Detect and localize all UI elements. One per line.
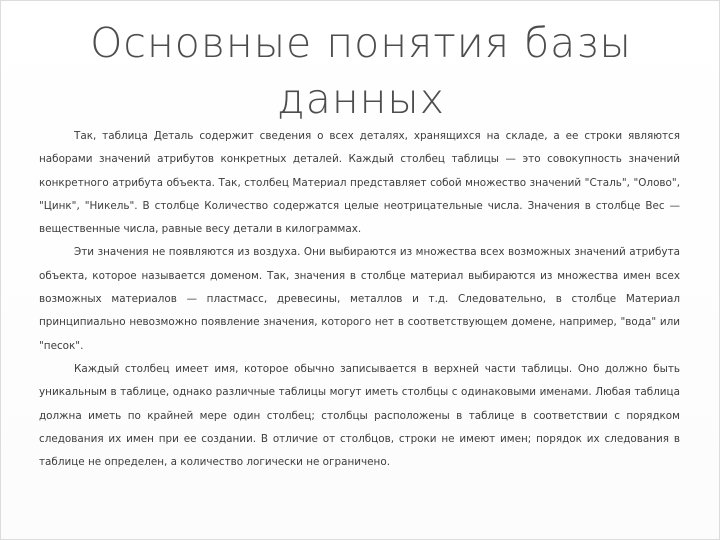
paragraph-2: Эти значения не появляются из воздуха. Они выбираются из множества всех возможных значений атрибута объекта, которое называется доменом. Так, значения в столбце материал выбираются из множества имен всех возможных материалов — пластмасс, древесины, металлов и т.д. Следовательно, в столбце Материал принципиально невозможно появление значения, которого нет в соответствующем домене, например, "вода" или "песок". [39,246,680,352]
slide-body [39,125,680,474]
paragraph-1: Так, таблица Деталь содержит сведения о всех деталях, хранящихся на складе, а ее строки являются наборами значений атрибутов конкретных деталей. Каждый столбец таблицы — это совокупность значений конкретного атрибута объекта. Так, столбец Материал представляет собой множество значений "Сталь", "Олово", "Цинк", "Никель". В столбце Количество содержатся целые неотрицательные числа. Значения в столбце Вес — вещественные числа, равные весу детали в килограммах. [39,130,680,236]
slide-title: Основные понятия базы данных [90,19,632,123]
paragraph-3: Каждый столбец имеет имя, которое обычно записывается в верхней части таблицы. Оно должно быть уникальным в таблице, однако различные таблицы могут иметь столбцы с одинаковыми именами. Любая таблица должна иметь по крайней мере один столбец; столбцы расположены в таблице в соответствии с порядком следования их имен при ее создании. В отличие от столбцов, строки не имеют имен; порядок их следования в таблице не определен, а количество логически не ограничено. [39,362,680,469]
